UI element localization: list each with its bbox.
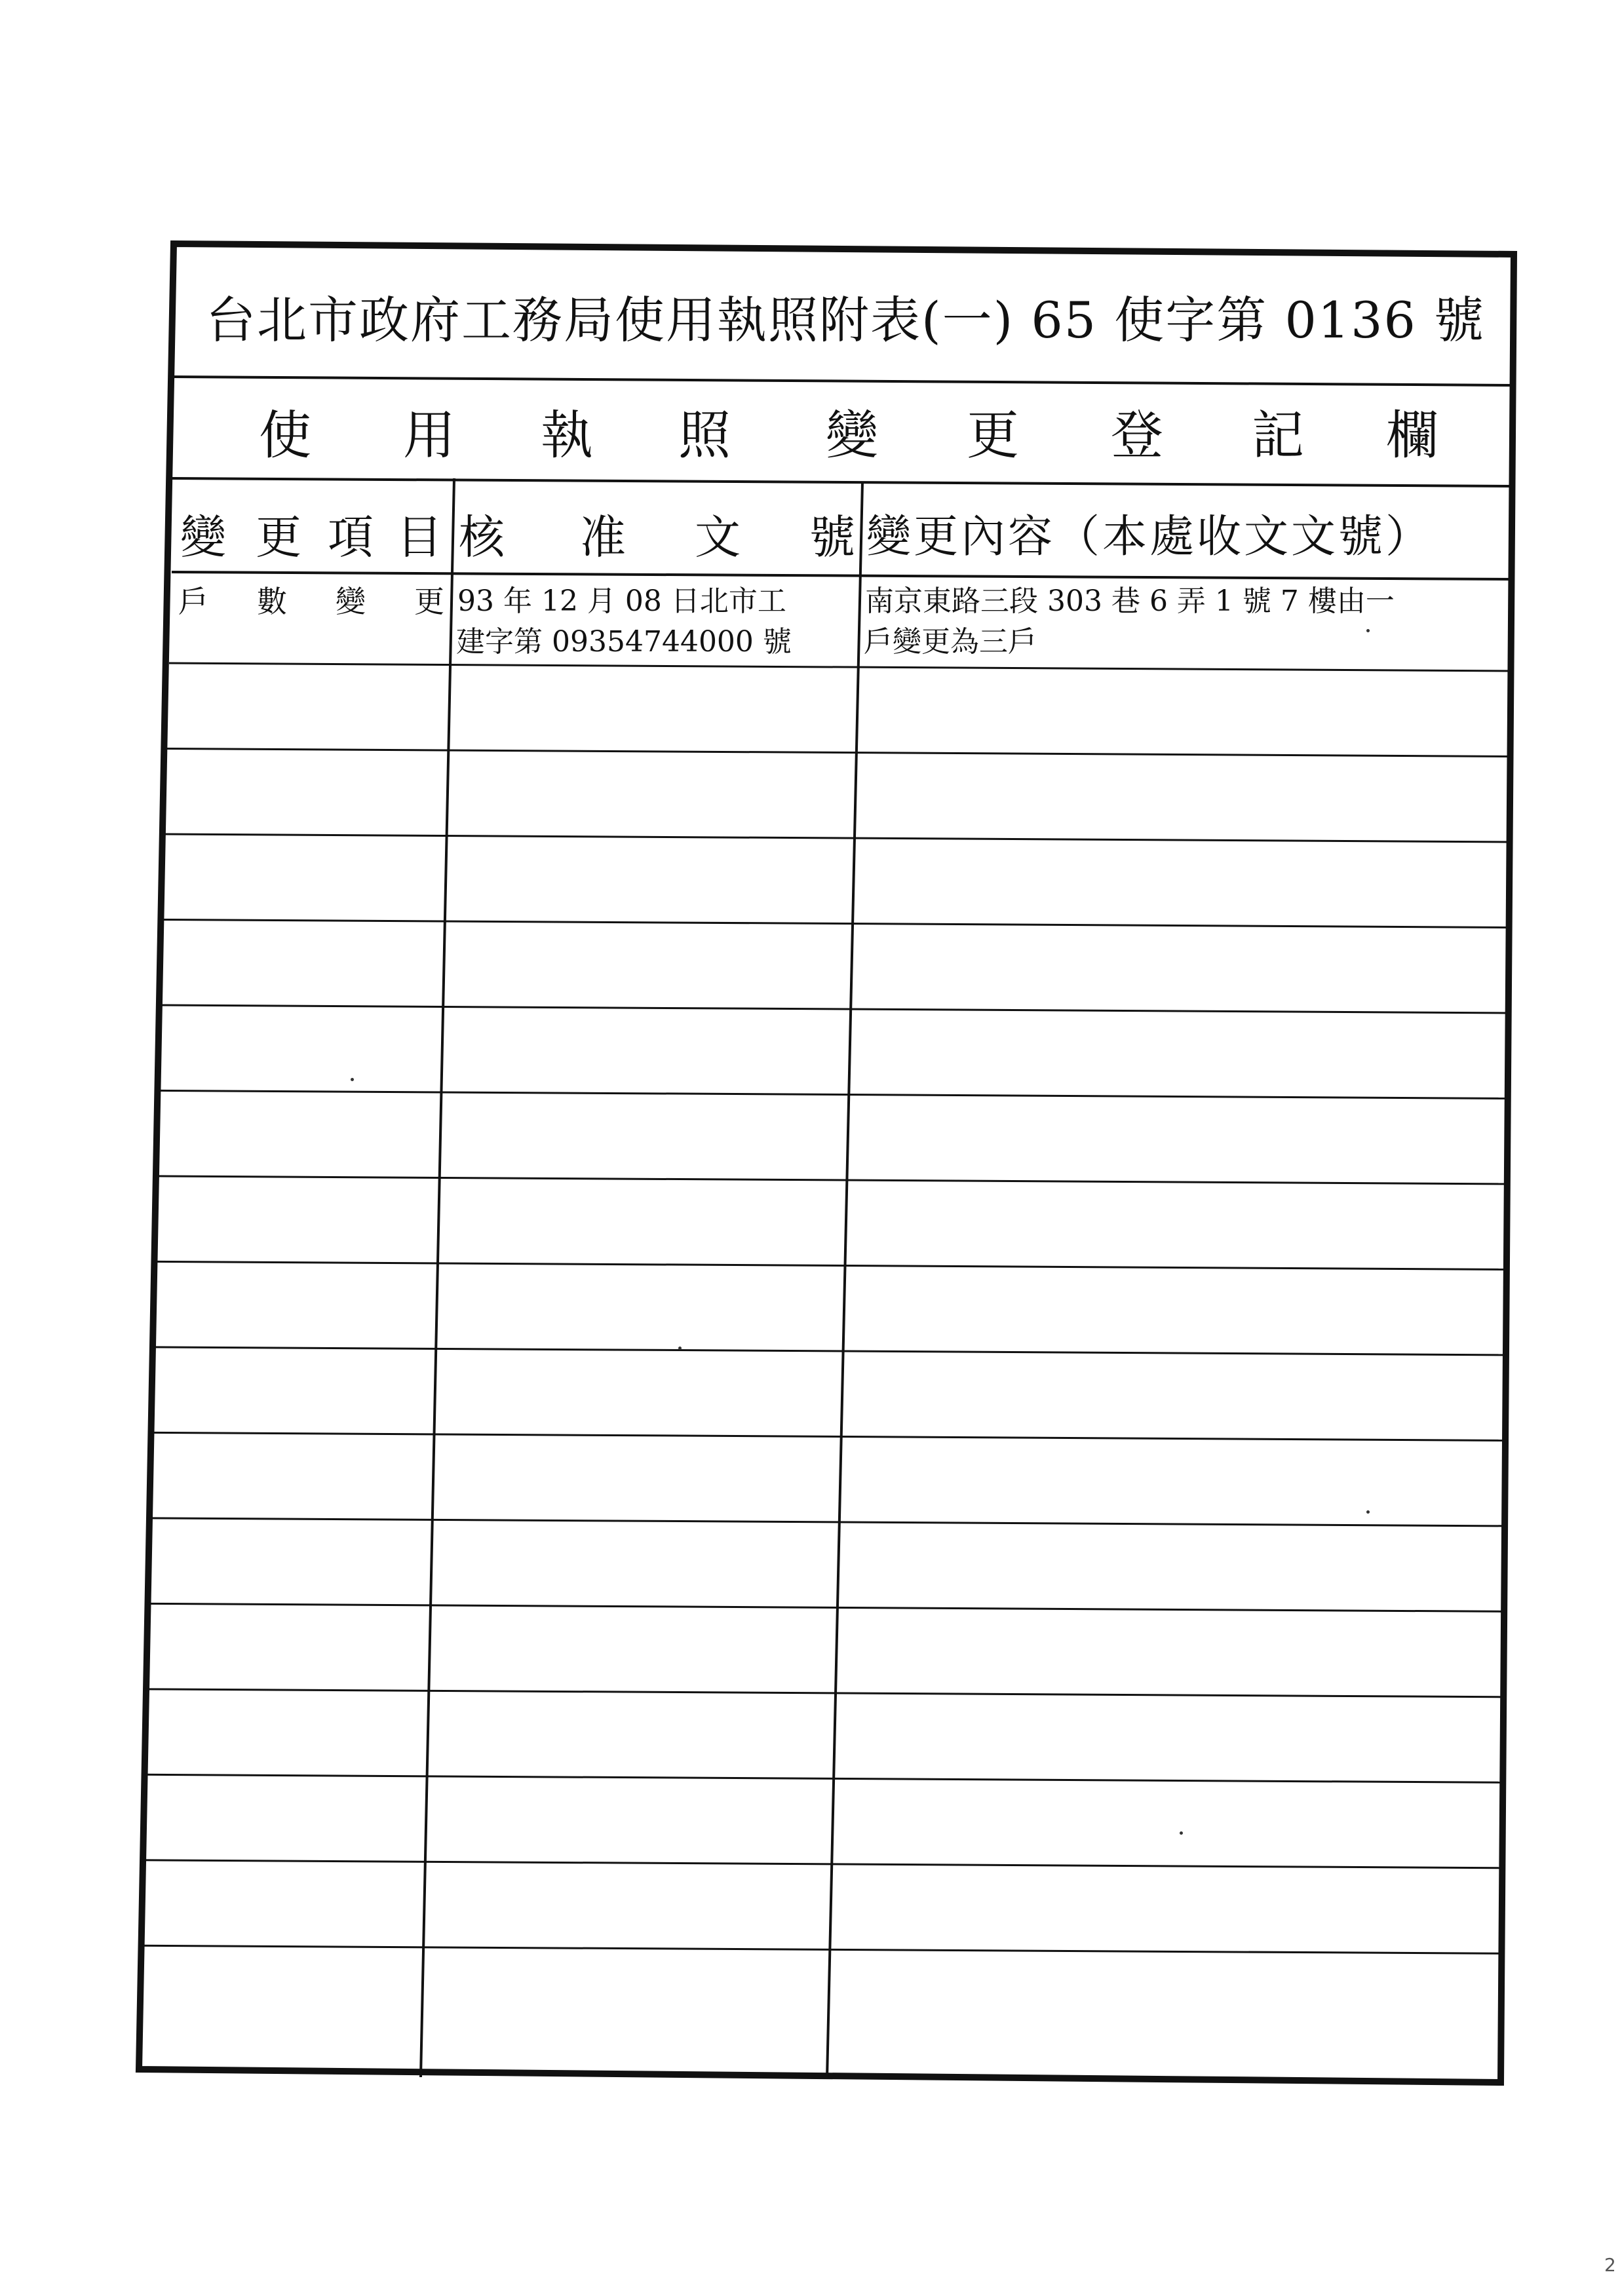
row-rule [140,1945,1499,1953]
row-rule [165,834,1509,842]
row-1-content-line-1: 南京東路三段 303 巷 6 弄 1 號 7 樓由一 [865,584,1395,618]
row-rule [163,919,1508,927]
scan-speck [1366,1510,1370,1514]
scan-speck [678,1347,682,1350]
row-rule [145,1689,1501,1697]
row-rule [144,1774,1500,1782]
subtitle-char: 變 [826,405,878,466]
item-char: 數 [257,584,287,619]
row-1-approval-line-2: 建字第 09354744000 號 [456,625,792,659]
header-char: 文 [695,510,741,564]
title-divider [173,377,1513,385]
header-char: 更 [256,510,301,564]
row-rule [159,1090,1507,1098]
header-char: 號 [809,510,855,564]
item-char: 更 [414,584,444,619]
scan-speck [351,1078,354,1081]
header-char: 變 [180,510,226,564]
row-1-approval-line-1: 93 年 12 月 08 日北市工 [457,584,786,618]
header-change-content: 變更內容（本處收文文號） [866,511,1433,563]
scan-speck [1366,629,1370,632]
subtitle-char: 更 [967,405,1019,466]
subtitle-char: 用 [403,405,455,466]
row-rule [153,1347,1504,1355]
row-1-change-item [178,582,447,621]
form-subtitle [187,390,1504,482]
column-divider-2 [827,482,862,2078]
item-char: 戶 [178,584,208,619]
scan-speck [1180,1831,1183,1835]
subtitle-char: 照 [678,405,731,466]
subtitle-char: 登 [1111,405,1163,466]
subtitle-char: 記 [1252,405,1304,466]
form-title: 台北市政府工務局使用執照附表(一) 65 使字第 0136 號 [205,291,1486,349]
item-char: 變 [336,584,366,619]
margin-mark: 2 [1604,2254,1616,2276]
row-rule [149,1518,1503,1526]
row-rule [151,1432,1503,1440]
row-rule [169,663,1511,671]
header-char: 目 [396,510,442,564]
header-char: 准 [580,510,626,564]
header-char: 核 [459,510,505,564]
row-rule [161,1005,1507,1013]
header-char: 項 [328,510,374,564]
row-1-content-line-2: 戶變更為三戶 [864,625,1037,659]
header-approval-number [459,495,858,580]
row-rule [157,1176,1506,1184]
row-rule [167,748,1510,756]
subtitle-char: 欄 [1386,405,1438,466]
subtitle-char: 使 [259,405,311,466]
row-rule [142,1860,1499,1868]
row-rule [147,1603,1502,1611]
row-rules [140,663,1511,1953]
header-change-item [180,495,449,580]
row-rule [155,1261,1505,1269]
column-divider-1 [421,478,454,2077]
subtitle-char: 執 [541,405,593,466]
